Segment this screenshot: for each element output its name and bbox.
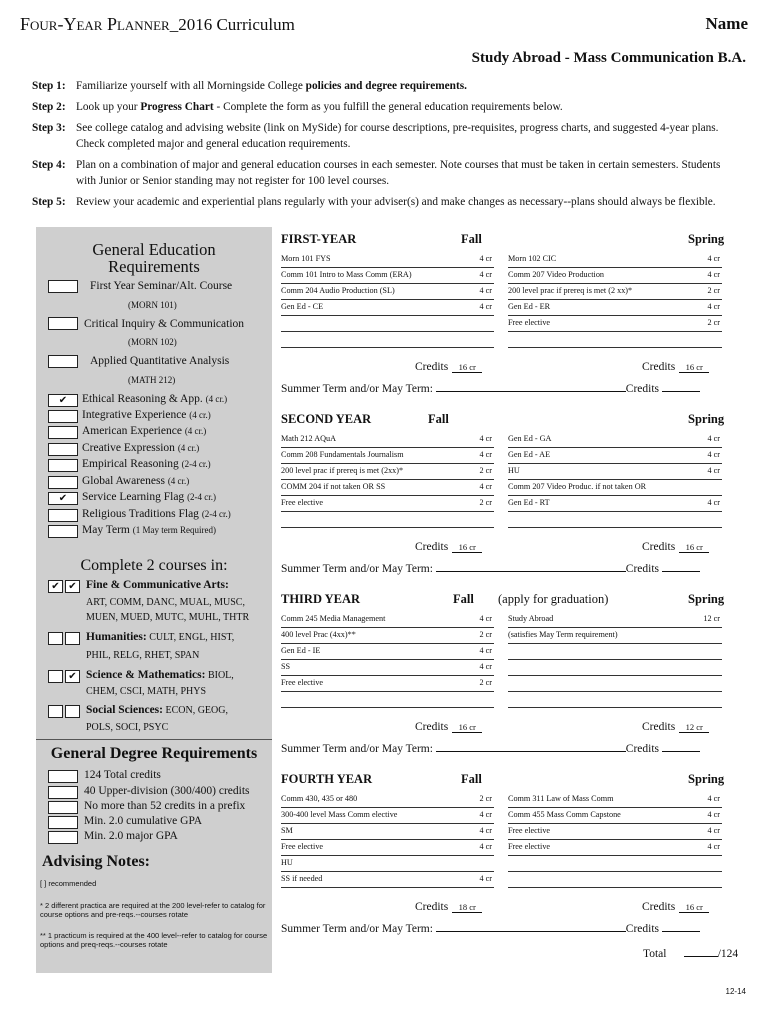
- area-humanities-list: PHIL, RELG, RHET, SPAN: [86, 650, 200, 661]
- reasoning-credits: (4 cr.): [184, 426, 207, 436]
- area-social-list: POLS, SOCI, PSYC: [86, 722, 169, 733]
- title-rest: _2016 Curriculum: [169, 15, 295, 34]
- course-name: Comm 207 Video Produc. if not taken OR: [508, 482, 647, 491]
- area-social-inline: ECON, GEOG,: [162, 705, 228, 716]
- step-text-c: - Complete the form as you fulfill the general education requirements below.: [213, 101, 563, 113]
- checkbox-reasoning-2[interactable]: [48, 426, 78, 439]
- year-title: THIRD YEAR: [281, 592, 361, 606]
- course-name: Comm 430, 435 or 480: [281, 794, 358, 803]
- reasoning-name: American Experience: [82, 425, 182, 437]
- spring-course-row[interactable]: [508, 675, 722, 692]
- reasoning-credits: (4 cr.): [167, 476, 190, 486]
- spring-label: Spring: [688, 412, 725, 426]
- checkbox-degree-4[interactable]: [48, 831, 78, 844]
- spring-credits: [642, 361, 709, 373]
- summer-input[interactable]: [436, 741, 626, 752]
- degree-item: No more than 52 credits in a prefix: [84, 800, 246, 812]
- spring-course-row[interactable]: [508, 315, 722, 332]
- title-caps: Four-Year Planner: [20, 14, 170, 34]
- checkbox-reasoning-7[interactable]: [48, 509, 78, 522]
- complete-heading: Complete 2 courses in:: [80, 557, 228, 574]
- summer-credits-input[interactable]: [662, 561, 700, 572]
- step-label: Step 1:: [32, 80, 66, 92]
- reasoning-name: Creative Expression: [82, 442, 175, 454]
- req-fys-code: (MORN 101): [128, 300, 177, 310]
- summer-credits-input[interactable]: [662, 381, 700, 392]
- step-3: [32, 120, 732, 152]
- checkbox-social-1[interactable]: [48, 705, 63, 718]
- spring-label: Spring: [688, 232, 725, 246]
- spring-course-row[interactable]: [508, 659, 722, 676]
- req-aqa: Applied Quantitative Analysis: [90, 355, 230, 367]
- spring-credits: [642, 541, 709, 553]
- credits-label: Credits: [642, 901, 676, 913]
- course-credits: 4 cr: [479, 842, 492, 851]
- fall-course-row[interactable]: [281, 299, 494, 316]
- step-text: [76, 78, 732, 94]
- fall-course-row[interactable]: [281, 823, 494, 840]
- course-credits: 4 cr: [479, 810, 492, 819]
- area-fine-arts-list-2: MUEN, MUED, MUTC, MUHL, THTR: [86, 612, 250, 623]
- fall-label: Fall: [428, 412, 449, 426]
- fall-course-row[interactable]: [281, 511, 494, 528]
- degree-item: 124 Total credits: [84, 769, 161, 781]
- credits-value[interactable]: 18 cr: [452, 902, 482, 913]
- year-title: FOURTH YEAR: [281, 772, 373, 786]
- reasoning-name: Empirical Reasoning: [82, 458, 179, 470]
- summer-label: Summer Term and/or May Term:: [281, 743, 433, 755]
- spring-course-row[interactable]: [508, 627, 722, 644]
- fall-course-row[interactable]: [281, 251, 494, 268]
- course-name: Comm 455 Mass Comm Capstone: [508, 810, 621, 819]
- step-2: [32, 99, 732, 115]
- checkbox-reasoning-3[interactable]: [48, 443, 78, 456]
- step-text: Plan on a combination of major and general education courses in each semester. Note courses that must be taken in certain semesters. Students with Junior or Senior standing may not register for 100 level courses.: [76, 159, 721, 187]
- reasoning-credits: (1 May term Required): [132, 525, 216, 535]
- spring-credits: [642, 721, 709, 733]
- checkbox-science-1[interactable]: [48, 670, 63, 683]
- course-credits: 2 cr: [479, 630, 492, 639]
- spring-course-row[interactable]: [508, 807, 722, 824]
- summer-credits-input[interactable]: [662, 741, 700, 752]
- advising-note-1: [ ] recommended: [40, 879, 97, 888]
- course-name: 400 level Prac (4xx)**: [281, 630, 356, 639]
- summer-input[interactable]: [436, 381, 626, 392]
- credits-label: Credits: [642, 361, 676, 373]
- course-credits: 4 cr: [479, 450, 492, 459]
- summer-label: Summer Term and/or May Term:: [281, 923, 433, 935]
- year-title: SECOND YEAR: [281, 412, 372, 426]
- fall-course-row[interactable]: [281, 267, 494, 284]
- credits-label: Credits: [415, 901, 449, 913]
- fall-course-row[interactable]: [281, 283, 494, 300]
- course-credits: 4 cr: [479, 874, 492, 883]
- area-humanities-inline: CULT, ENGL, HIST,: [146, 632, 235, 643]
- checkbox-fine-arts-2[interactable]: ✔: [65, 580, 80, 593]
- spring-course-row[interactable]: [508, 611, 722, 628]
- course-name: Comm 204 Audio Production (SL): [281, 286, 395, 295]
- course-name: HU: [281, 858, 293, 867]
- checkbox-humanities-2[interactable]: [65, 632, 80, 645]
- course-name: Comm 207 Video Production: [508, 270, 605, 279]
- reasoning-name: Ethical Reasoning & App.: [82, 393, 203, 405]
- reasoning-credits: (4 cr.): [189, 410, 211, 420]
- course-credits: 4 cr: [707, 810, 720, 819]
- total-credits: [643, 948, 738, 960]
- total-of: /124: [717, 948, 739, 960]
- spring-course-row[interactable]: [508, 251, 722, 268]
- course-name: Free elective: [281, 842, 324, 851]
- course-credits: 4 cr: [479, 286, 492, 295]
- checkbox-reasoning-5[interactable]: [48, 476, 78, 489]
- fall-label: Fall: [461, 232, 482, 246]
- reasoning-item: [82, 524, 216, 537]
- reasoning-item: [82, 409, 211, 422]
- fall-label: Fall: [461, 772, 482, 786]
- course-credits: 4 cr: [479, 254, 492, 263]
- divider: [36, 739, 272, 740]
- reasoning-credits: (2-4 cr.): [181, 459, 211, 469]
- fall-course-row[interactable]: [281, 431, 494, 448]
- fall-course-row[interactable]: [281, 839, 494, 856]
- advising-note-2: * 2 different practica are required at the 200 level-refer to catalog for course options and pre-reqs.--courses rotate: [40, 901, 266, 919]
- course-name: COMM 204 if not taken OR SS: [281, 482, 386, 491]
- course-credits: 2 cr: [707, 318, 720, 327]
- spring-credits: [642, 901, 709, 913]
- degree-item: 40 Upper-division (300/400) credits: [84, 785, 250, 797]
- checkbox-degree-0[interactable]: [48, 770, 78, 783]
- course-name: Free elective: [281, 678, 324, 687]
- summer-label: Summer Term and/or May Term:: [281, 383, 433, 395]
- area-science: [86, 669, 234, 682]
- year-title: FIRST-YEAR: [281, 232, 357, 246]
- step-label: Step 3:: [32, 122, 66, 134]
- req-aqa-code: (MATH 212): [128, 375, 176, 385]
- fall-course-row[interactable]: [281, 331, 494, 348]
- area-social-name: Social Sciences:: [86, 704, 163, 716]
- course-name: SM: [281, 826, 293, 835]
- course-name: Study Abroad: [508, 614, 554, 623]
- course-name: Comm 245 Media Management: [281, 614, 386, 623]
- step-text: [76, 99, 732, 115]
- degree-item: Min. 2.0 major GPA: [84, 830, 178, 842]
- credits-value[interactable]: 12 cr: [679, 722, 709, 733]
- course-name: (satisfies May Term requirement): [508, 630, 618, 639]
- spring-course-row[interactable]: [508, 299, 722, 316]
- checkbox-science-2[interactable]: ✔: [65, 670, 80, 683]
- reasoning-item: [82, 508, 231, 521]
- spring-label: Spring: [688, 772, 725, 786]
- credits-value[interactable]: 16 cr: [452, 542, 482, 553]
- area-social: [86, 704, 228, 717]
- area-fine-arts: Fine & Communicative Arts:: [86, 579, 229, 591]
- name-label: Name: [705, 14, 748, 33]
- credits-label: Credits: [625, 563, 660, 575]
- area-science-name: Science & Mathematics:: [86, 669, 206, 681]
- course-name: Math 212 AQuA: [281, 434, 337, 443]
- fall-course-row[interactable]: [281, 627, 494, 644]
- spring-course-row[interactable]: [508, 431, 722, 448]
- reasoning-item: [82, 475, 189, 488]
- course-credits: 4 cr: [707, 450, 720, 459]
- reasoning-credits: (4 cr.): [205, 394, 228, 404]
- course-name: Gen Ed - GA: [508, 434, 552, 443]
- course-credits: 2 cr: [479, 466, 492, 475]
- step-text: Review your academic and experiential plans regularly with your adviser(s) and make changes as necessary--plans should always be flexible.: [76, 196, 716, 208]
- area-humanities: [86, 631, 234, 644]
- checkbox-reasoning-4[interactable]: [48, 459, 78, 472]
- reasoning-name: Global Awareness: [82, 475, 165, 487]
- reasoning-item: [82, 491, 216, 504]
- course-credits: 4 cr: [707, 498, 720, 507]
- checkbox-fine-arts-1[interactable]: ✔: [48, 580, 63, 593]
- credits-value[interactable]: 16 cr: [679, 362, 709, 373]
- course-name: 300-400 level Mass Comm elective: [281, 810, 398, 819]
- course-credits: 12 cr: [703, 614, 720, 623]
- checkbox-degree-1[interactable]: [48, 786, 78, 799]
- req-fys: First Year Seminar/Alt. Course: [90, 280, 233, 292]
- course-credits: 4 cr: [707, 302, 720, 311]
- checkbox-fys[interactable]: [48, 280, 78, 293]
- spring-course-row[interactable]: [508, 823, 722, 840]
- credits-value[interactable]: 16 cr: [679, 542, 709, 553]
- checkbox-degree-3[interactable]: [48, 816, 78, 829]
- fall-course-row[interactable]: [281, 463, 494, 480]
- gen-ed-heading-2: Requirements: [108, 257, 200, 276]
- step-5: [32, 194, 732, 210]
- credits-value[interactable]: 16 cr: [452, 362, 482, 373]
- footer-code: 12-14: [725, 987, 746, 996]
- course-name: Gen Ed - CE: [281, 302, 324, 311]
- course-credits: 4 cr: [479, 434, 492, 443]
- fall-course-row[interactable]: [281, 479, 494, 496]
- fall-course-row[interactable]: [281, 611, 494, 628]
- spring-course-row[interactable]: [508, 871, 722, 888]
- course-name: Comm 311 Law of Mass Comm: [508, 794, 614, 803]
- course-name: Gen Ed - IE: [281, 646, 321, 655]
- step-text: See college catalog and advising website (link on MySide) for course descriptions, pre-requisites, progress charts, and suggested 4-year plans. Check completed major and general education requirements.: [76, 122, 719, 150]
- checkbox-reasoning-1[interactable]: [48, 410, 78, 423]
- course-name: Free elective: [508, 842, 551, 851]
- course-credits: 4 cr: [707, 826, 720, 835]
- credits-label: Credits: [625, 743, 660, 755]
- course-name: Gen Ed - ER: [508, 302, 551, 311]
- credits-label: Credits: [642, 541, 676, 553]
- fall-credits: [415, 361, 482, 373]
- course-credits: 4 cr: [479, 614, 492, 623]
- summer-term-row: [281, 921, 721, 935]
- summer-term-row: [281, 741, 721, 755]
- fall-course-row[interactable]: [281, 315, 494, 332]
- course-credits: 4 cr: [707, 270, 720, 279]
- reasoning-item: [82, 393, 227, 406]
- area-science-list: CHEM, CSCI, MATH, PHYS: [86, 686, 207, 697]
- course-name: SS if needed: [281, 874, 323, 883]
- spring-course-row[interactable]: [508, 791, 722, 808]
- course-name: Morn 102 CIC: [508, 254, 557, 263]
- area-fine-arts-list-1: ART, COMM, DANC, MUAL, MUSC,: [86, 597, 245, 608]
- course-name: 200 level prac if prereq is met (2 xx)*: [508, 286, 633, 295]
- summer-term-row: [281, 381, 721, 395]
- credits-label: Credits: [625, 383, 660, 395]
- req-cic-code: (MORN 102): [128, 337, 177, 347]
- course-credits: 4 cr: [707, 466, 720, 475]
- course-credits: 4 cr: [707, 434, 720, 443]
- spring-course-row[interactable]: [508, 463, 722, 480]
- fall-course-row[interactable]: [281, 659, 494, 676]
- total-input[interactable]: [684, 956, 718, 957]
- spring-course-row[interactable]: [508, 855, 722, 872]
- checkbox-reasoning-0[interactable]: ✔: [48, 394, 78, 407]
- req-cic: Critical Inquiry & Communication: [84, 318, 245, 330]
- credits-label: Credits: [642, 721, 676, 733]
- course-name: Free elective: [508, 826, 551, 835]
- checkbox-cic[interactable]: [48, 317, 78, 330]
- reasoning-name: Religious Traditions Flag: [82, 508, 199, 520]
- spring-course-row[interactable]: [508, 479, 722, 496]
- course-credits: 4 cr: [707, 254, 720, 263]
- spring-course-row[interactable]: [508, 283, 722, 300]
- steps-list: [32, 78, 732, 215]
- gen-ed-heading-1: General Education: [92, 240, 216, 259]
- fall-credits: [415, 541, 482, 553]
- course-credits: 2 cr: [479, 498, 492, 507]
- course-name: 200 level prac if prereq is met (2xx)*: [281, 466, 404, 475]
- spring-course-row[interactable]: [508, 331, 722, 348]
- course-credits: 2 cr: [707, 286, 720, 295]
- credits-value[interactable]: 16 cr: [679, 902, 709, 913]
- checkbox-aqa[interactable]: [48, 355, 78, 368]
- reasoning-credits: (4 cr.): [177, 443, 200, 453]
- course-name: Gen Ed - RT: [508, 498, 550, 507]
- course-credits: 2 cr: [479, 794, 492, 803]
- reasoning-credits: (2-4 cr.): [201, 509, 231, 519]
- step-text-b: Progress Chart: [140, 101, 214, 113]
- graduation-note: (apply for graduation): [498, 592, 609, 606]
- fall-label: Fall: [453, 592, 474, 606]
- reasoning-credits: (2-4 cr.): [187, 492, 217, 502]
- fall-course-row[interactable]: [281, 675, 494, 692]
- fall-course-row[interactable]: [281, 791, 494, 808]
- page-title: [20, 14, 295, 35]
- credits-label: Credits: [625, 923, 660, 935]
- course-credits: 4 cr: [707, 842, 720, 851]
- reasoning-name: Integrative Experience: [82, 409, 187, 421]
- summer-input[interactable]: [436, 561, 626, 572]
- spring-course-row[interactable]: [508, 511, 722, 528]
- course-name: SS: [281, 662, 291, 671]
- summer-label: Summer Term and/or May Term:: [281, 563, 433, 575]
- course-credits: 4 cr: [479, 302, 492, 311]
- checkbox-degree-2[interactable]: [48, 801, 78, 814]
- reasoning-item: [82, 425, 206, 438]
- fall-credits: [415, 901, 482, 913]
- fall-course-row[interactable]: [281, 807, 494, 824]
- total-label: Total: [643, 948, 667, 960]
- course-name: Comm 208 Fundamentals Journalism: [281, 450, 404, 459]
- degree-heading: General Degree Requirements: [50, 745, 258, 762]
- checkbox-social-2[interactable]: [65, 705, 80, 718]
- fall-course-row[interactable]: [281, 855, 494, 872]
- course-name: HU: [508, 466, 520, 475]
- spring-course-row[interactable]: [508, 839, 722, 856]
- spring-course-row[interactable]: [508, 691, 722, 708]
- reasoning-item: [82, 458, 211, 471]
- fall-course-row[interactable]: [281, 643, 494, 660]
- summer-term-row: [281, 561, 721, 575]
- advising-heading: Advising Notes:: [42, 853, 151, 870]
- degree-item: Min. 2.0 cumulative GPA: [84, 815, 203, 827]
- course-credits: 4 cr: [479, 482, 492, 491]
- spring-label: Spring: [688, 592, 725, 606]
- credits-value[interactable]: 16 cr: [452, 722, 482, 733]
- reasoning-name: May Term: [82, 524, 130, 536]
- step-4: [32, 157, 732, 189]
- checkbox-reasoning-6[interactable]: ✔: [48, 492, 78, 505]
- summer-input[interactable]: [436, 921, 626, 932]
- spring-course-row[interactable]: [508, 643, 722, 660]
- step-1: [32, 78, 732, 94]
- credits-label: Credits: [415, 361, 449, 373]
- credits-label: Credits: [415, 541, 449, 553]
- step-text-b: policies and degree requirements.: [305, 80, 467, 92]
- course-name: Free elective: [281, 498, 324, 507]
- spring-course-row[interactable]: [508, 267, 722, 284]
- reasoning-item: [82, 442, 199, 455]
- step-text-a: Look up your: [76, 101, 141, 113]
- credits-label: Credits: [415, 721, 449, 733]
- step-label: Step 5:: [32, 196, 66, 208]
- advising-note-3: ** 1 practicum is required at the 400 level--refer to catalog for course options and preq-reqs.--courses rotate: [40, 931, 268, 949]
- reasoning-name: Service Learning Flag: [82, 491, 185, 503]
- course-credits: 4 cr: [479, 646, 492, 655]
- course-name: Free elective: [508, 318, 551, 327]
- summer-credits-input[interactable]: [662, 921, 700, 932]
- checkbox-humanities-1[interactable]: [48, 632, 63, 645]
- fall-course-row[interactable]: [281, 495, 494, 512]
- fall-course-row[interactable]: [281, 447, 494, 464]
- course-credits: 4 cr: [707, 794, 720, 803]
- course-credits: 4 cr: [479, 826, 492, 835]
- course-name: Comm 101 Intro to Mass Comm (ERA): [281, 270, 412, 279]
- step-label: Step 2:: [32, 101, 66, 113]
- course-credits: 4 cr: [479, 270, 492, 279]
- step-label: Step 4:: [32, 159, 66, 171]
- step-text-a: Familiarize yourself with all Morningside College: [76, 80, 306, 92]
- course-credits: 4 cr: [479, 662, 492, 671]
- area-science-inline: BIOL,: [205, 670, 234, 681]
- spring-course-row[interactable]: [508, 447, 722, 464]
- fall-course-row[interactable]: [281, 691, 494, 708]
- course-name: Morn 101 FYS: [281, 254, 331, 263]
- course-name: Gen Ed - AE: [508, 450, 551, 459]
- course-credits: 2 cr: [479, 678, 492, 687]
- requirements-panel: [36, 227, 272, 973]
- spring-course-row[interactable]: [508, 495, 722, 512]
- area-humanities-name: Humanities:: [86, 631, 147, 643]
- fall-credits: [415, 721, 482, 733]
- checkbox-reasoning-8[interactable]: [48, 525, 78, 538]
- fall-course-row[interactable]: [281, 871, 494, 888]
- program-title: Study Abroad - Mass Communication B.A.: [471, 50, 746, 66]
